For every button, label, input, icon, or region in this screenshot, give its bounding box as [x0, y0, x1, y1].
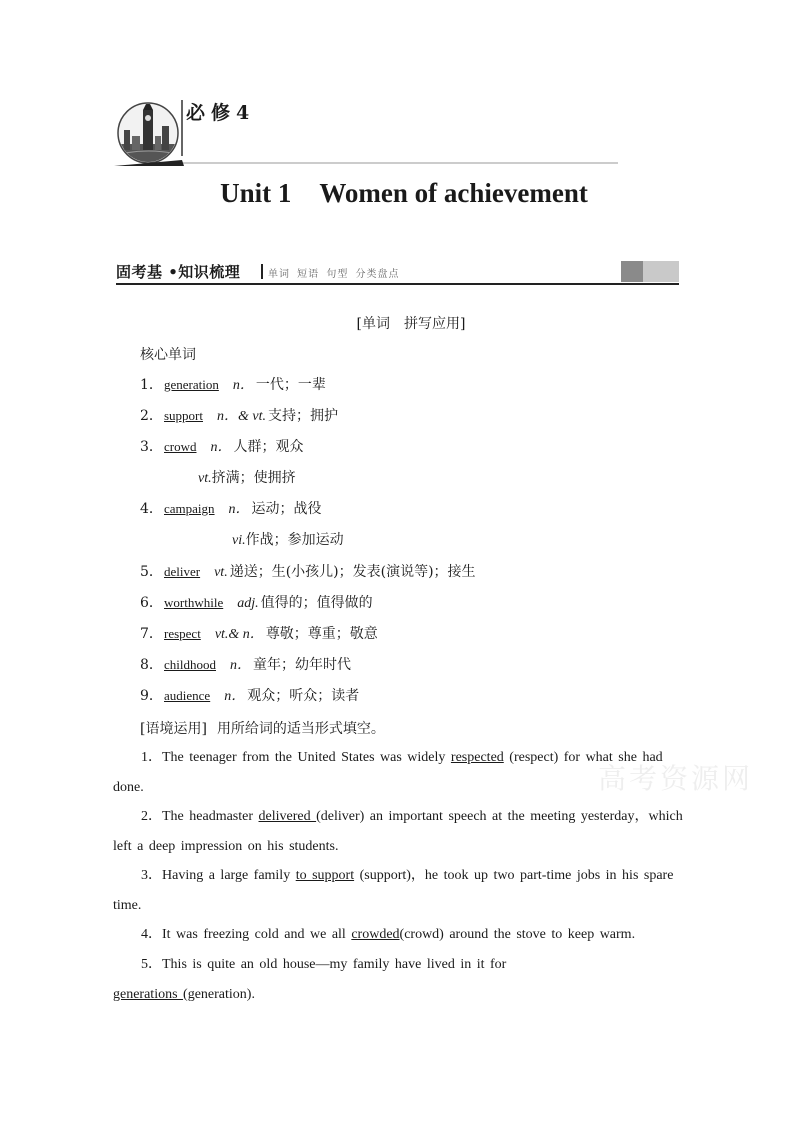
vocab-number: 5． [140, 564, 163, 580]
vocab-item [140, 498, 322, 518]
vocab-meaning: 人群；观众 [233, 439, 304, 455]
exercise-item [113, 861, 683, 920]
exercise-answer: delivered [258, 809, 317, 824]
vocab-item [140, 654, 351, 674]
section-subtitle: 单词 短语 句型 分类盘点 [268, 269, 400, 280]
exercise-answer: generations [113, 986, 184, 1002]
vocab-meaning: 运动；战役 [251, 501, 322, 517]
vocab-sub-text: 作战；参加运动 [245, 532, 344, 548]
exercise-number: 4． [141, 927, 162, 942]
vocab-sub-meaning [232, 529, 344, 549]
section-bar [116, 261, 679, 285]
vocab-answer: childhood [164, 657, 216, 672]
exercise-item [113, 802, 683, 861]
vocab-number: 8． [140, 657, 163, 673]
exercise-answer: to support [295, 868, 355, 883]
vocab-sub-pos: vt. [198, 471, 212, 486]
vocab-pos: n． [210, 440, 232, 455]
vocab-answer: crowd [164, 439, 197, 454]
book-label: 必修4 [186, 102, 256, 124]
watermark: 高考资源网 [598, 762, 754, 795]
vocab-item [140, 561, 476, 581]
vocab-pos: n． [230, 658, 251, 673]
vocab-pos: vt. [214, 565, 228, 580]
vocab-pos: adj. [237, 596, 259, 611]
exercise-answer: respected [450, 750, 504, 765]
vocab-number: 2． [140, 408, 163, 424]
exercise-text-after: (respect) for what she had done. [113, 750, 663, 795]
vocab-sub-pos: vi. [232, 533, 246, 548]
vocab-meaning: 尊敬；尊重；敬意 [265, 626, 378, 642]
vocab-pos: vt.& n． [214, 627, 264, 642]
exercise-text-before: The teenager from the United States was widely [162, 750, 451, 765]
exercise-number: 1． [141, 750, 162, 765]
section-title: 固考基 •知识梳理 [116, 263, 241, 281]
vocab-answer: campaign [164, 501, 215, 516]
vocab-answer: deliver [164, 564, 201, 579]
vocab-item [140, 685, 359, 705]
vocab-meaning: 值得的；值得做的 [260, 595, 373, 611]
vocab-answer: audience [164, 688, 211, 703]
exercise-answer: crowded [351, 927, 400, 942]
section-divider [261, 264, 263, 279]
vocab-item [140, 374, 326, 394]
vocab-meaning: 童年；幼年时代 [253, 657, 351, 673]
exercise-number: 5． [141, 957, 162, 972]
unit-title [0, 178, 794, 209]
vocab-answer: generation [164, 377, 219, 392]
exercise-text-before: The headmaster [162, 809, 259, 824]
vocab-number: 4． [140, 501, 163, 517]
vocab-number: 9． [140, 688, 163, 704]
vocab-item [140, 592, 373, 612]
unit-name: Women of achievement [319, 178, 588, 208]
vocab-number: 3． [140, 439, 163, 455]
vocab-item [140, 405, 338, 425]
exercise-text-before: Having a large family [162, 868, 296, 883]
subhead: [单词 拼写应用] [356, 316, 466, 332]
exercise-text-before: This is quite an old house—my family have lived in it for [162, 957, 507, 972]
vocab-pos: n． [224, 689, 246, 704]
vocab-answer: respect [164, 626, 201, 641]
bar-block-dark [621, 261, 643, 282]
context-instruction: 用所给词的适当形式填空。 [216, 721, 385, 737]
vocab-item [140, 436, 304, 456]
vocab-item [140, 623, 378, 643]
vocab-number: 1． [140, 377, 163, 393]
exercise-number: 2． [141, 809, 162, 824]
unit-number: Unit 1 [220, 178, 292, 208]
context-tag: [语境运用] [140, 721, 207, 737]
vocab-meaning: 支持；拥护 [268, 408, 338, 424]
vocab-sub-meaning [198, 467, 296, 487]
exercise-text-after: (generation). [183, 986, 255, 1002]
vocab-meaning: 递送；生(小孩儿)；发表(演说等)；接生 [229, 564, 476, 580]
vocab-pos: n． [228, 502, 250, 517]
exercise-number: 3． [141, 868, 162, 883]
bar-block-light [643, 261, 679, 282]
exercise-text-after: (crowd) around the stove to keep warm. [399, 927, 636, 942]
exercise-item [113, 920, 683, 950]
context-label [140, 718, 385, 738]
vocab-meaning: 观众；听众；读者 [247, 688, 360, 704]
vocab-answer: worthwhile [164, 595, 224, 610]
core-words-label: 核心单词 [140, 347, 196, 363]
vocab-sub-text: 挤满；使拥挤 [211, 470, 296, 486]
vocab-pos: n．& vt. [217, 409, 266, 424]
vocab-meaning: 一代；一辈 [255, 377, 326, 393]
vocab-answer: support [164, 408, 203, 423]
exercise-text-before: It was freezing cold and we all [162, 927, 352, 942]
vocab-number: 6． [140, 595, 163, 611]
exercise-text-after: (support)，he took up two part-time jobs in his spare time. [113, 868, 674, 913]
exercise-text-after: (deliver) an important speech at the meeting yesterday，which left a deep impression on his students. [113, 809, 683, 854]
exercise-item [113, 950, 553, 1009]
vocab-number: 7． [140, 626, 163, 642]
vocab-pos: n． [232, 378, 254, 393]
